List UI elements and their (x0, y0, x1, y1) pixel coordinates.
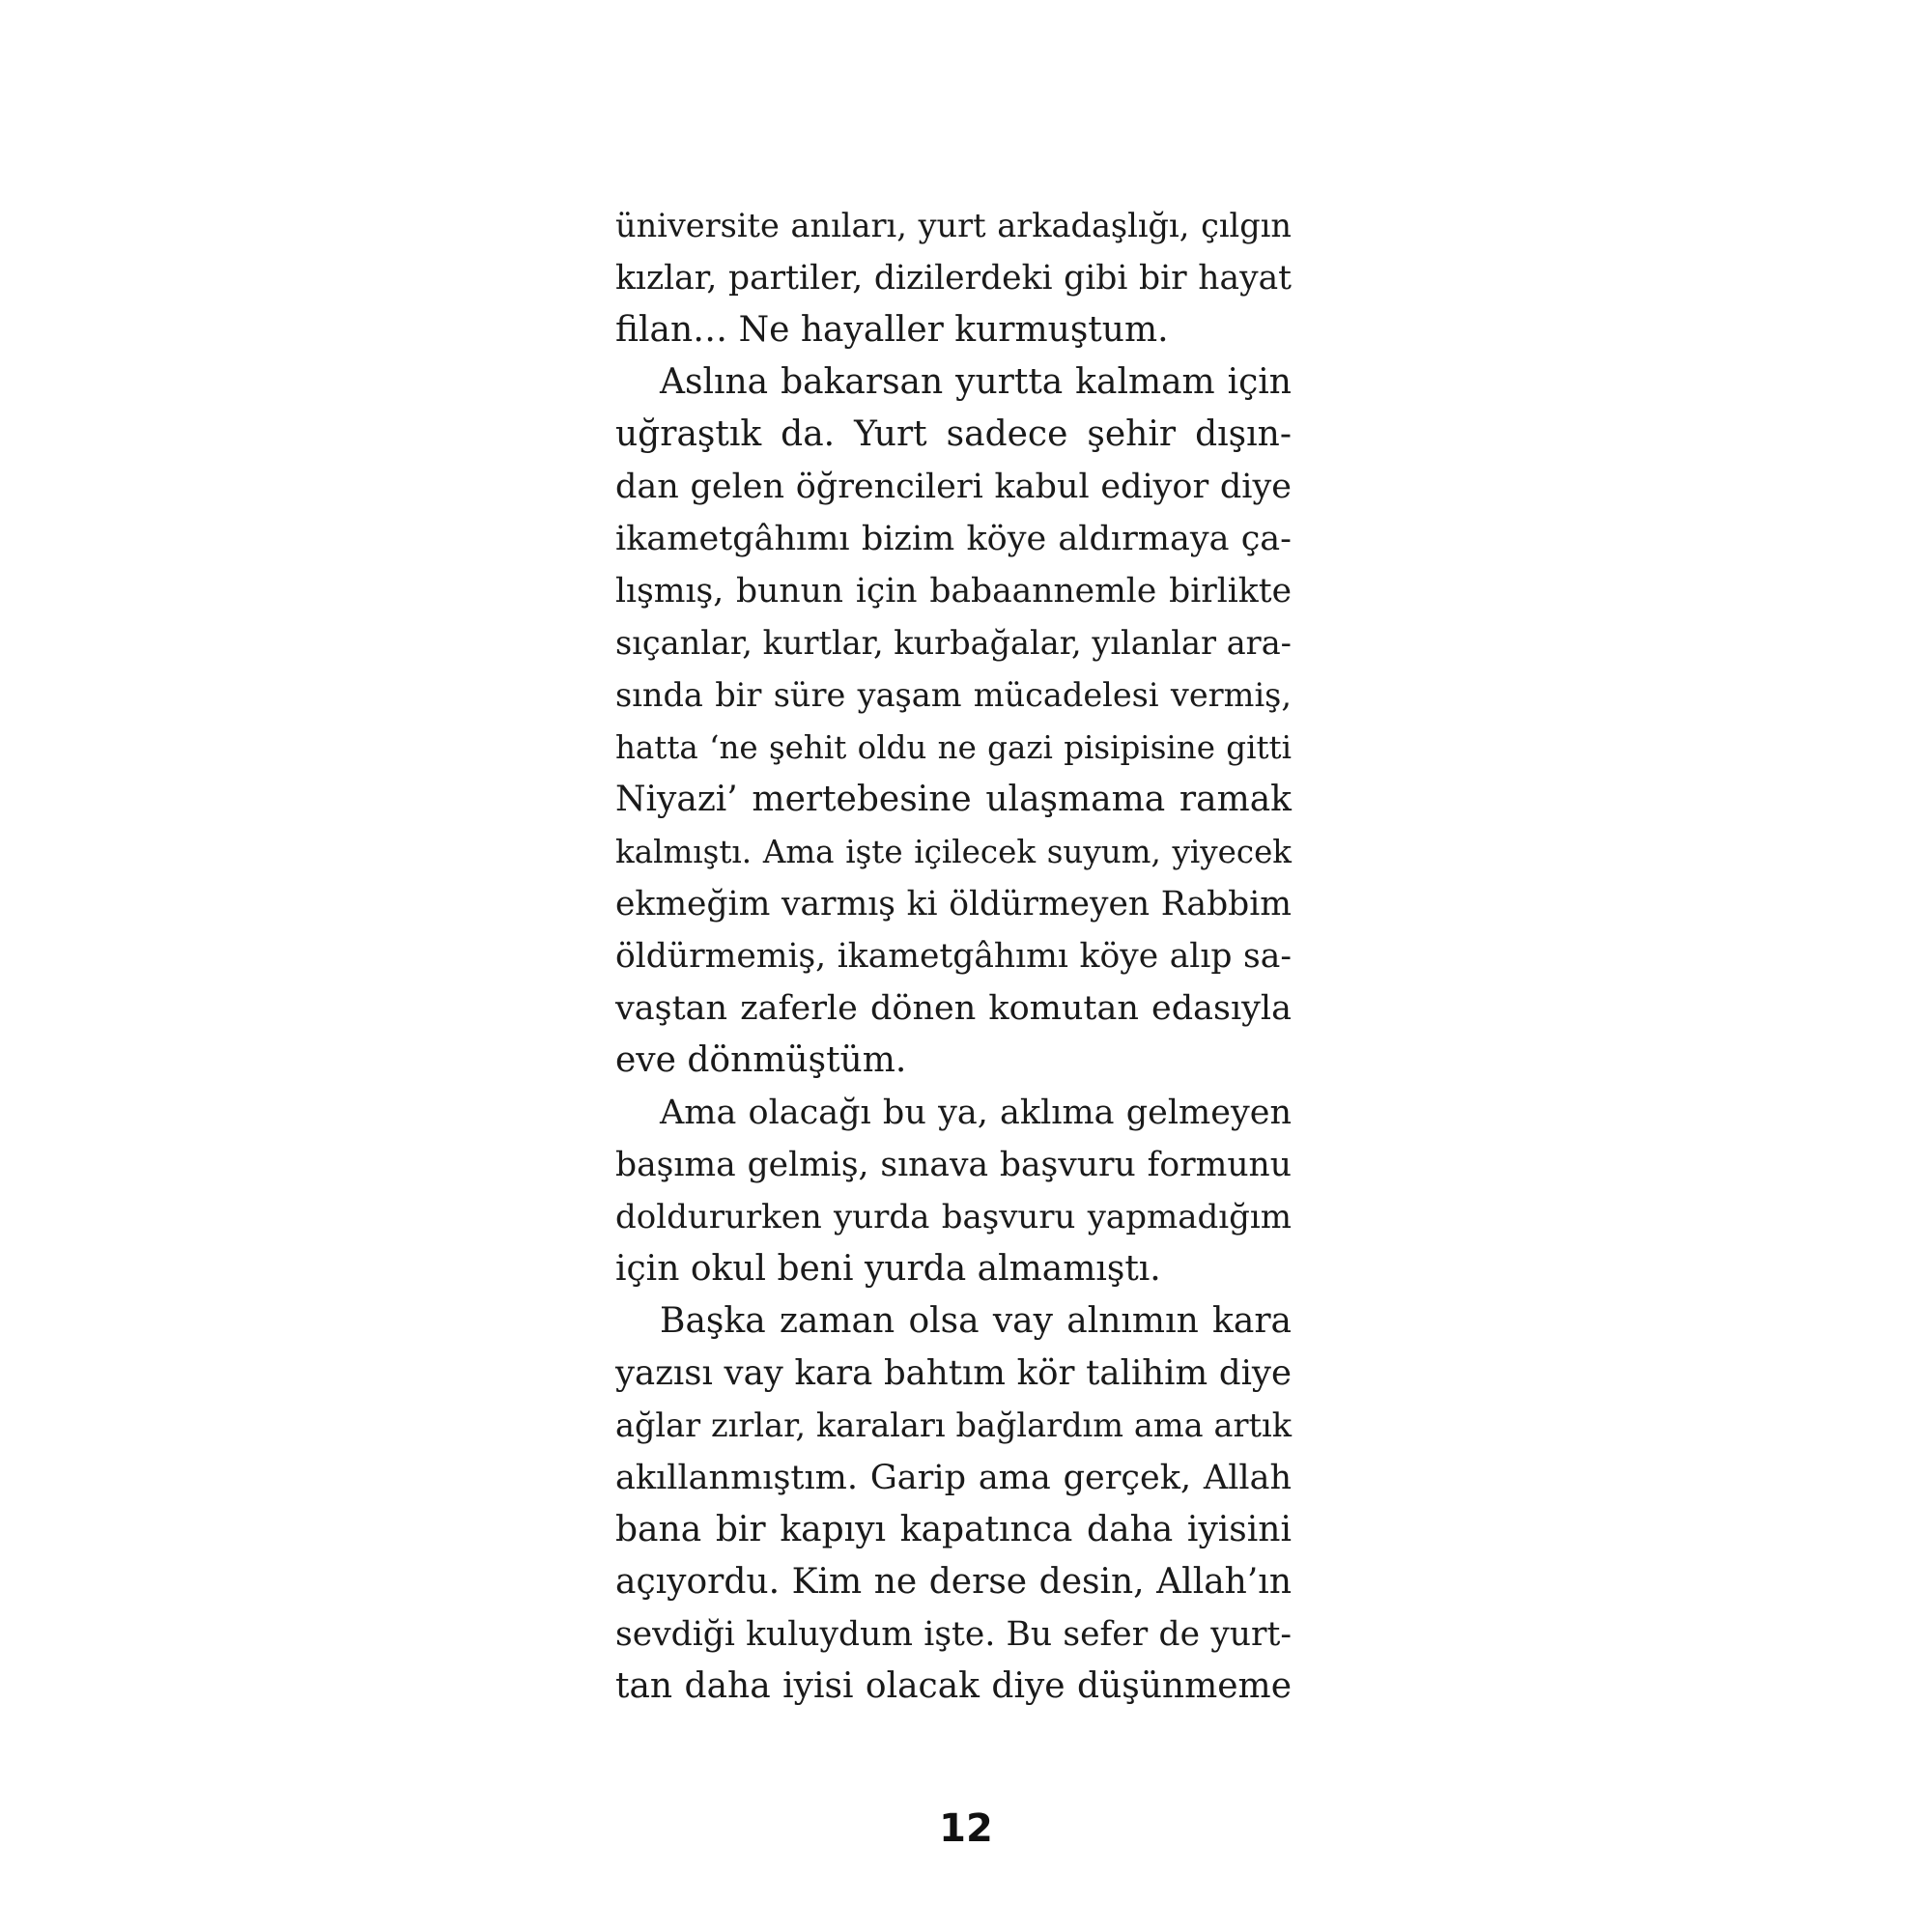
text-line: doldururken yurda başvuru yapmadığım (615, 1198, 1292, 1236)
text-line: sevdiği kuluydum işte. Bu sefer de yurt- (615, 1615, 1292, 1654)
body-text (615, 200, 1292, 1713)
text-line: açıyordu. Kim ne derse desin, Allah’ın (615, 1562, 1292, 1602)
text-line: uğraştık da. Yurt sadece şehir dışın- (615, 414, 1292, 454)
text-line: dan gelen öğrencileri kabul ediyor diye (615, 468, 1292, 506)
text-line: tan daha iyisi olacak diye düşünmeme (615, 1666, 1292, 1706)
text-line: başıma gelmiş, sınava başvuru formunu (615, 1146, 1292, 1184)
text-line: Aslına bakarsan yurtta kalmam için (660, 362, 1292, 402)
text-line: üniversite anıları, yurt arkadaşlığı, çılgın (615, 207, 1292, 244)
text-line: kızlar, partiler, dizilerdeki gibi bir hayat (615, 259, 1292, 298)
text-line: bana bir kapıyı kapatınca daha iyisini (615, 1510, 1292, 1549)
text-line: eve dönmüştüm. (615, 1040, 907, 1080)
text-line: ağlar zırlar, karaları bağlardım ama artık (615, 1406, 1292, 1444)
text-line: hatta ‘ne şehit oldu ne gazi pisipisine gitti (615, 729, 1292, 766)
text-line: sıçanlar, kurtlar, kurbağalar, yılanlar ara- (615, 624, 1292, 662)
text-line: yazısı vay kara bahtım kör talihim diye (615, 1353, 1292, 1393)
text-line: ikametgâhımı bizim köye aldırmaya ça- (615, 520, 1292, 558)
text-line: Başka zaman olsa vay alnımın kara (660, 1301, 1292, 1341)
text-line: Niyazi’ mertebesine ulaşmama ramak (615, 780, 1292, 819)
text-line: ekmeğim varmış ki öldürmeyen Rabbim (615, 885, 1292, 923)
text-line: Ama olacağı bu ya, aklıma gelmeyen (660, 1094, 1292, 1132)
text-line: öldürmemiş, ikametgâhımı köye alıp sa- (615, 937, 1292, 976)
text-line: kalmıştı. Ama işte içilecek suyum, yiyecek (615, 834, 1292, 870)
text-line: sında bir süre yaşam mücadelesi vermiş, (615, 676, 1292, 714)
page-number: 12 (939, 1806, 993, 1851)
text-line: için okul beni yurda almamıştı. (615, 1249, 1161, 1289)
text-line: vaştan zaferle dönen komutan edasıyla (615, 989, 1292, 1028)
text-line: lışmış, bunun için babaannemle birlikte (615, 572, 1292, 611)
text-line: filan… Ne hayaller kurmuştum. (615, 310, 1169, 350)
text-line: akıllanmıştım. Garip ama gerçek, Allah (615, 1459, 1292, 1497)
